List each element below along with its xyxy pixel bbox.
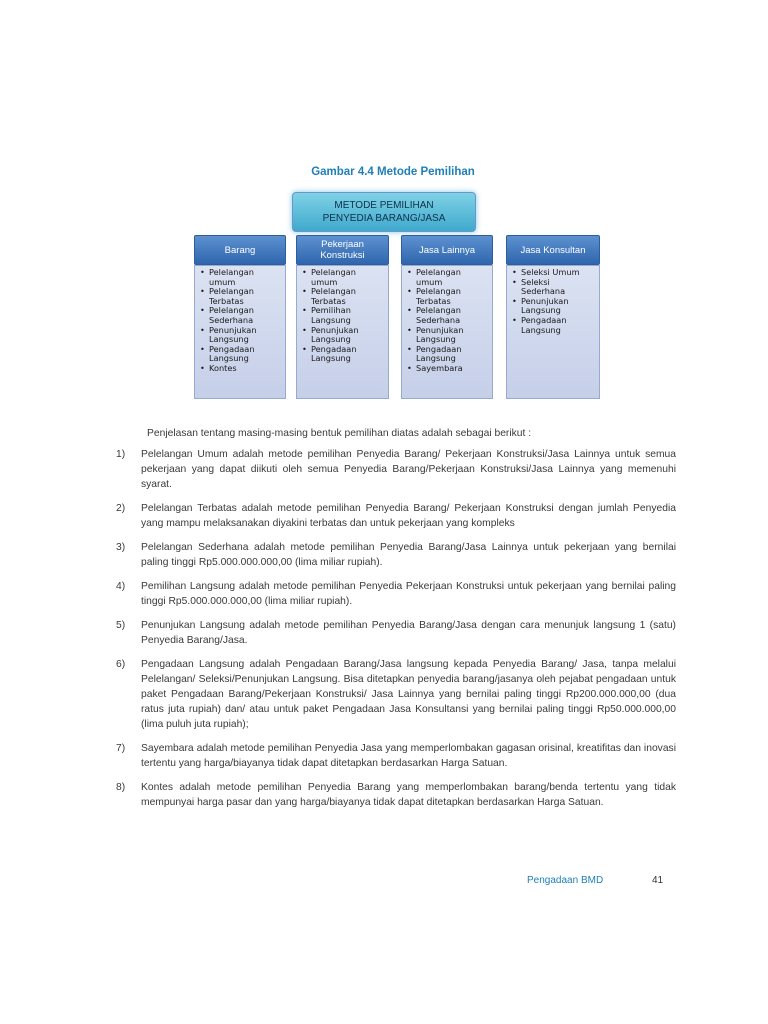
- method-item: • Pelelangan Terbatas: [416, 287, 488, 306]
- method-item: • Pelelangan umum: [416, 268, 488, 287]
- method-item: • Penunjukan Langsung: [521, 297, 595, 316]
- method-item: • Pelelangan Sederhana: [416, 306, 488, 325]
- column-header-line-1: Barang: [224, 244, 256, 256]
- method-item: • Pelelangan Terbatas: [311, 287, 384, 306]
- list-item-number: 5): [116, 620, 126, 631]
- list-item-text: Pelelangan Terbatas adalah metode pemilihan Penyedia Barang/ Pekerjaan Konstruksi dengan jumlah Penyedia yang mampu melaksanakan diyakini terbatas dan untuk pekerjaan yang kompleks: [141, 503, 676, 529]
- list-item-text: Pelelangan Umum adalah metode pemilihan Penyedia Barang/ Pekerjaan Konstruksi/Jasa Lainnya untuk semua pekerjaan yang dapat diikuti oleh semua Penyedia Barang/Pekerjaan Konstruksi/Jasa Lainnya yang memenuhi syarat.: [141, 449, 676, 490]
- method-item: • Penunjukan Langsung: [209, 326, 281, 345]
- list-item: [116, 780, 676, 810]
- list-item-text: Kontes adalah metode pemilihan Penyedia Barang yang memperlombakan barang/benda tertentu yang tidak mempunyai harga pasar dan yang harga/biayanya tidak dapat ditetapkan berdasarkan Harga Satuan.: [141, 782, 676, 808]
- column-header: [506, 235, 600, 265]
- list-item: [116, 447, 676, 492]
- root-node: [292, 192, 476, 232]
- page-number: 41: [652, 875, 664, 886]
- method-explanation-list: [116, 447, 676, 819]
- list-item-text: Sayembara adalah metode pemilihan Penyedia Jasa yang memperlombakan gagasan orisinal, kreatifitas dan inovasi tertentu yang harga/biayanya tidak dapat ditetapkan berdasarkan Harga Satuan.: [141, 743, 676, 769]
- list-item-number: 6): [116, 659, 126, 670]
- column-body: [506, 265, 600, 399]
- list-item-number: 1): [116, 449, 126, 460]
- method-item: • Pengadaan Langsung: [311, 345, 384, 364]
- method-item: • Seleksi Umum: [521, 268, 595, 278]
- method-item: • Seleksi Sederhana: [521, 278, 595, 297]
- list-item: [116, 741, 676, 771]
- list-item-text: Penunjukan Langsung adalah metode pemilihan Penyedia Barang/Jasa dengan cara menunjuk langsung 1 (satu) Penyedia Barang/Jasa.: [141, 620, 676, 646]
- method-item: • Pengadaan Langsung: [209, 345, 281, 364]
- column-header: [194, 235, 286, 265]
- list-item: [116, 579, 676, 609]
- column-header: [401, 235, 493, 265]
- method-item: • Kontes: [209, 364, 281, 374]
- list-item-text: Pemilihan Langsung adalah metode pemilihan Penyedia Pekerjaan Konstruksi untuk pekerjaan yang bernilai paling tinggi Rp5.000.000.000,00 (lima miliar rupiah).: [141, 581, 676, 607]
- list-item: [116, 657, 676, 732]
- method-item: • Pelelangan Sederhana: [209, 306, 281, 325]
- method-item: • Pelelangan umum: [311, 268, 384, 287]
- list-item-number: 8): [116, 782, 126, 793]
- column-header-line-1: Jasa Lainnya: [419, 244, 475, 256]
- root-node-line-2: PENYEDIA BARANG/JASA: [322, 213, 446, 224]
- column-body: [296, 265, 389, 399]
- column-header-line-1: Jasa Konsultan: [520, 244, 586, 256]
- list-item: [116, 501, 676, 531]
- figure-title: Gambar 4.4 Metode Pemilihan: [311, 166, 475, 178]
- list-item-number: 7): [116, 743, 126, 754]
- list-item-text: Pengadaan Langsung adalah Pengadaan Barang/Jasa langsung kepada Penyedia Barang/ Jasa, tanpa melalui Pelelangan/ Seleksi/Penunjukan Langsung. Bisa ditetapkan penyedia barang/jasanya oleh pejabat pengadaan untuk paket Pengadaan Barang/Pekerjaan Konstruksi/ Jasa Lainnya yang bernilai paling tinggi Rp200.000.000,00 (dua ratus juta rupiah) dan/ atau untuk paket Pengadaan Jasa Konsultansi yang bernilai paling tinggi Rp50.000.000,00 (lima puluh juta rupiah);: [141, 659, 676, 730]
- column-body: [401, 265, 493, 399]
- list-item-number: 2): [116, 503, 126, 514]
- list-item-number: 3): [116, 542, 126, 553]
- footer-title: Pengadaan BMD: [527, 875, 604, 886]
- list-item-number: 4): [116, 581, 126, 592]
- method-item: • Pengadaan Langsung: [521, 316, 595, 335]
- method-item: • Pengadaan Langsung: [416, 345, 488, 364]
- column-header-line-1: Pekerjaan: [321, 239, 364, 250]
- root-node-line-1: METODE PEMILIHAN: [334, 200, 434, 211]
- list-item: [116, 618, 676, 648]
- method-item: • Pemilihan Langsung: [311, 306, 384, 325]
- method-item: • Penunjukan Langsung: [416, 326, 488, 345]
- method-item: • Sayembara: [416, 364, 488, 374]
- list-item: [116, 540, 676, 570]
- method-item: • Pelelangan umum: [209, 268, 281, 287]
- method-item: • Pelelangan Terbatas: [209, 287, 281, 306]
- column-header-line-2: Konstruksi: [320, 250, 365, 261]
- intro-paragraph: Penjelasan tentang masing-masing bentuk pemilihan diatas adalah sebagai berikut :: [147, 428, 532, 439]
- list-item-text: Pelelangan Sederhana adalah metode pemilihan Penyedia Barang/Jasa Lainnya untuk pekerjaan yang bernilai paling tinggi Rp5.000.000.000,00 (lima miliar rupiah).: [141, 542, 676, 568]
- method-item: • Penunjukan Langsung: [311, 326, 384, 345]
- column-header: [296, 235, 389, 265]
- column-body: [194, 265, 286, 399]
